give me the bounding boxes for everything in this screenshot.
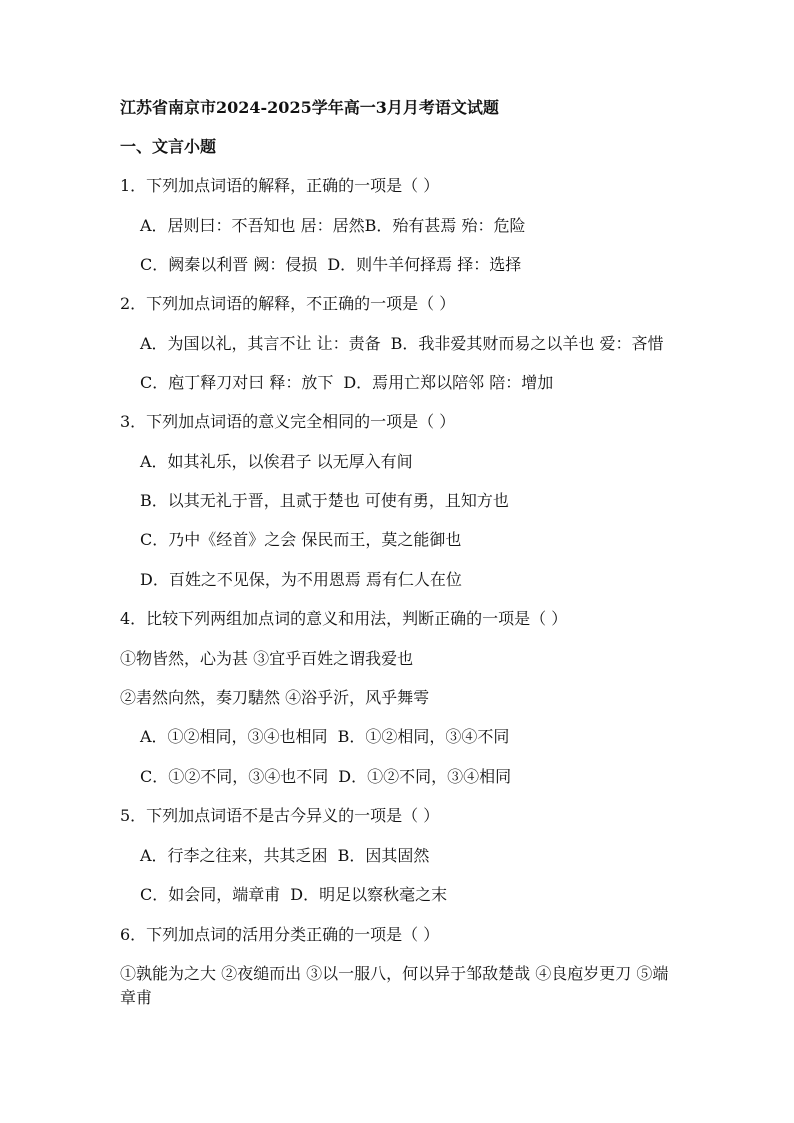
question-2-option-c: C．庖丁释刀对曰 释：放下	[140, 373, 334, 392]
document-title: 江苏省南京市2024-2025学年高一3月月考语文试题	[120, 98, 499, 117]
question-2-stem: 2．下列加点词语的解释，不正确的一项是（ ）	[120, 294, 456, 313]
question-1-stem: 1．下列加点词语的解释，正确的一项是（ ）	[120, 176, 440, 195]
question-3-option-d: D．百姓之不见保，为不用恩焉 焉有仁人在位	[140, 570, 462, 589]
question-4-option-b: B．①②相同，③④不同	[337, 727, 510, 746]
question-2-option-a: A．为国以礼，其言不让 让：责备	[140, 334, 381, 353]
question-5-option-a: A．行李之往来，共其乏困	[140, 846, 328, 865]
question-3-option-a: A．如其礼乐，以俟君子 以无厚入有间	[140, 452, 413, 471]
question-4-options-cd	[140, 767, 511, 787]
question-4-stem: 4．比较下列两组加点词的意义和用法，判断正确的一项是（ ）	[120, 609, 568, 628]
question-6-stem: 6．下列加点词的活用分类正确的一项是（ ）	[120, 925, 440, 944]
question-1-option-c: C．阙秦以利晋 阙：侵损	[140, 255, 318, 274]
question-5-option-c: C．如会同，端章甫	[140, 885, 281, 904]
question-1-options-ab	[140, 216, 526, 236]
question-2-option-b: B．我非爱其财而易之以羊也 爱：吝惜	[390, 334, 664, 353]
question-2-options-cd	[140, 373, 553, 393]
question-5-options-ab	[140, 846, 429, 866]
question-1-options-cd	[140, 255, 521, 275]
question-3-option-c: C．乃中《经首》之会 保民而王，莫之能御也	[140, 530, 462, 549]
question-1-option-d: D．则牛羊何择焉 择：选择	[327, 255, 522, 274]
question-1-option-a: A．居则曰：不吾知也 居：居然	[140, 216, 365, 235]
question-4-option-a: A．①②相同，③④也相同	[140, 727, 328, 746]
question-4-options-ab	[140, 727, 509, 747]
question-5-option-b: B．因其固然	[337, 846, 430, 865]
section-heading: 一、文言小题	[120, 137, 217, 156]
question-5-options-cd	[140, 885, 447, 905]
question-5-option-d: D．明足以察秋毫之末	[290, 885, 448, 904]
question-4-option-d: D．①②不同，③④相同	[338, 767, 512, 786]
question-4-group-1: ①物皆然，心为甚 ③宜乎百姓之谓我爱也	[120, 649, 414, 668]
question-4-option-c: C．①②不同，③④也不同	[140, 767, 329, 786]
question-5-stem: 5．下列加点词语不是古今异义的一项是（ ）	[120, 806, 440, 825]
question-2-options-ab	[140, 334, 664, 354]
question-1-option-b: B．殆有甚焉 殆：危险	[364, 216, 526, 235]
question-3-stem: 3．下列加点词语的意义完全相同的一项是（ ）	[120, 412, 456, 431]
question-3-option-b: B．以其无礼于晋，且贰于楚也 可使有勇，且知方也	[140, 491, 509, 510]
question-4-group-2: ②砉然向然，奏刀騞然 ④浴乎沂，风乎舞雩	[120, 688, 430, 707]
question-6-items: ①孰能为之大 ②夜缒而出 ③以一服八，何以异于邹敌楚哉 ④良庖岁更刀 ⑤端章甫	[120, 964, 669, 1007]
question-2-option-d: D．焉用亡郑以陪邻 陪：增加	[343, 373, 554, 392]
